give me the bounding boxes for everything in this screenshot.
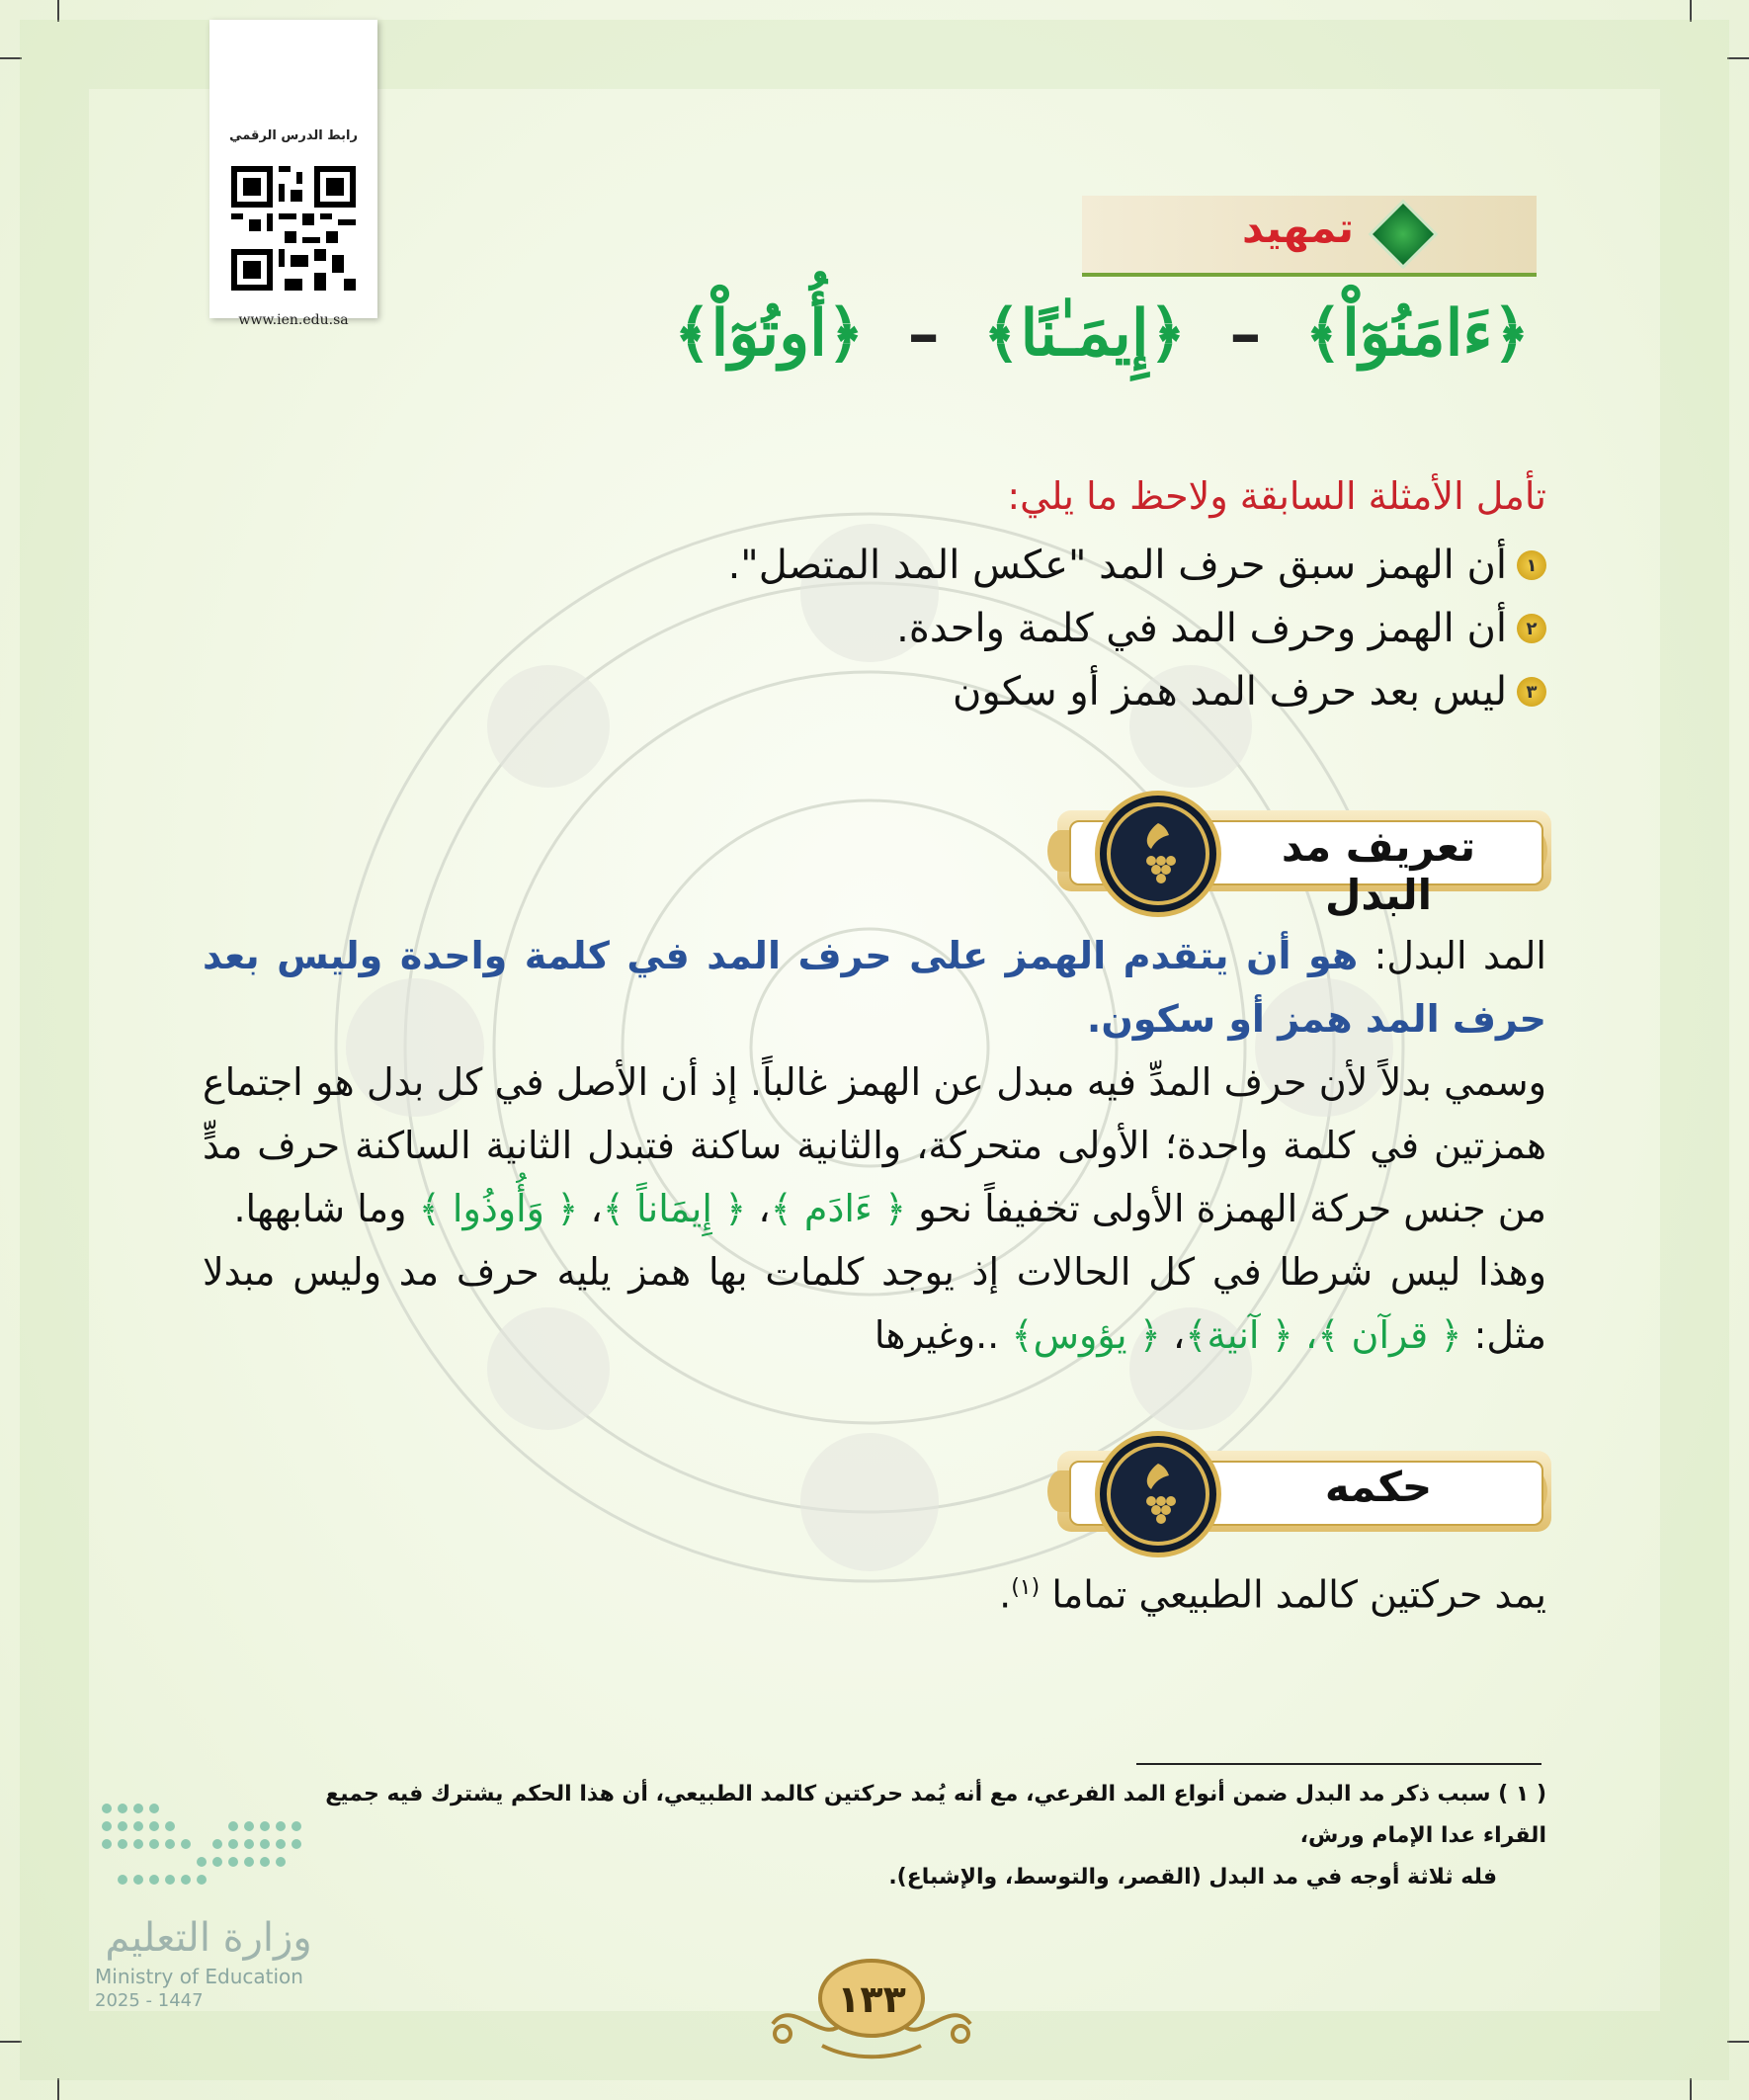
crop-mark [57,2078,59,2100]
crop-mark [1727,2041,1749,2043]
quran-example: ﴿ يؤوس﴾ [1011,1313,1161,1357]
footnote-ref[interactable]: (١) [1011,1575,1041,1600]
separator: – [1229,296,1262,371]
ruling-body: يمد حركتين كالمد الطبيعي تماما $^{(١)}$. [999,1572,1546,1617]
number-badge: ٣ [1517,677,1546,707]
explanation-paragraph: وسمي بدلاً لأن حرف المدِّ فيه مبدل عن الهمز غالباً. إذ أن الأصل في كل بدل هو اجتماع همزتين في كلمة واحدة؛ الأولى متحركة، والثانية ساكنة فتبدل الثانية الساكنة حرف مدٍّ من جنس حركة الهمزة الأولى تخفيفاً نحو ﴿ ءَادَم ﴾، ﴿ إِيمَاناً ﴾، ﴿ وَأُوذُوا ﴾ وما شابهها. [203,1060,1546,1230]
crop-mark [1690,0,1692,22]
ministry-year: 2025 - 1447 [95,1990,204,2011]
definition-title: تعريف مد البدل [1281,822,1476,919]
list-item [459,534,1546,597]
list-item [459,660,1546,723]
quran-example: ﴿ آنية﴾ [1185,1313,1293,1357]
grape-medal-icon [1095,791,1221,917]
ruling-header [1047,1431,1561,1548]
quran-example: ﴿ إِيمَاناً ﴾ [602,1187,747,1230]
crop-mark [0,57,22,59]
number-badge: ١ [1517,550,1546,580]
list-item-text: أن الهمز سبق حرف المد "عكس المد المتصل". [727,543,1507,588]
quran-example: ﴿ قرآن ﴾، [1304,1313,1462,1357]
grape-medal-icon [1095,1431,1221,1557]
footnote-line: ( ١ ) سبب ذكر مد البدل ضمن أنواع المد الفرعي، مع أنه يُمد حركتين كالمد الطبيعي، أن هذا الحكم يشترك فيه جميع القراء عدا الإمام ورش، [325,1782,1546,1848]
qr-card[interactable] [209,20,377,328]
footnote-line: فله ثلاثة أوجه في مد البدل (القصر، والتوسط، والإشباع). [888,1865,1497,1890]
list-item [459,597,1546,660]
definition-text: هو أن يتقدم الهمز على حرف المد في كلمة واحدة وليس بعد حرف المد همز أو سكون. [203,934,1546,1041]
separator: – [907,296,940,371]
verse-word: ﴿أُوتُوٓاْ﴾ [674,296,865,371]
verse-word: ﴿إِيمَـٰنًا﴾ [982,296,1187,371]
ministry-name-ar: وزارة التعليم [105,1915,312,1961]
footnote-divider [1136,1763,1541,1765]
qr-url[interactable]: www.ien.edu.sa [238,312,349,328]
example-verses [553,296,1650,405]
diamond-icon [1369,200,1439,270]
number-badge: ٢ [1517,614,1546,643]
definition-header [1047,791,1561,919]
definition-paragraph [203,924,1546,1050]
crop-mark [1727,57,1749,59]
explanation-text: وسمي بدلاً لأن حرف المدِّ فيه مبدل عن الهمز غالباً. إذ أن الأصل في كل بدل هو اجتماع همزتين في كلمة واحدة؛ الأولى متحركة، والثانية ساكنة فتبدل الثانية الساكنة حرف مدٍّ من جنس حركة الهمزة الأولى تخفيفاً نحو [203,1060,1546,1230]
crop-mark [1690,2078,1692,2100]
definition-body [203,924,1546,1367]
verse-word: ﴿ءَامَنُوٓاْ﴾ [1304,296,1530,371]
list-item-text: أن الهمز وحرف المد في كلمة واحدة. [896,606,1507,651]
ruling-text: يمد حركتين كالمد الطبيعي تماما [1051,1572,1546,1617]
page-number: ١٣٣ [837,1977,906,2021]
tamheed-title: تمهيد [1241,204,1354,252]
exception-paragraph: وهذا ليس شرطا في كل الحالات إذ يوجد كلمات بها همز يليه حرف مد وليس مبدلا مثل: ﴿ قرآن ﴾، ﴿ آنية﴾، ﴿ يؤوس﴾ ..وغيرها [203,1250,1546,1357]
crop-mark [0,2041,22,2043]
ministry-logo [95,1779,322,2011]
definition-label: المد البدل: [1374,934,1546,977]
ministry-dots-icon [95,1779,322,1907]
quran-example: ﴿ وَأُوذُوا ﴾ [418,1187,579,1230]
observation-list [459,534,1546,723]
explanation-tail: وما شابهها. [233,1187,407,1230]
page-number-ornament [763,1937,980,2065]
exception-tail: ..وغيرها [874,1313,1000,1357]
qr-label: رابط الدرس الرقمي [229,128,358,143]
ruling-title: حكمه [1324,1463,1433,1511]
quran-example: ﴿ ءَادَم ﴾ [770,1187,907,1230]
crop-mark [57,0,59,22]
ministry-name-en: Ministry of Education [95,1965,303,1988]
footnote [262,1774,1546,1898]
exception-text: وهذا ليس شرطا في كل الحالات إذ يوجد كلمات بها همز يليه حرف مد وليس مبدلا مثل: [203,1250,1546,1357]
qr-code-icon[interactable] [231,166,356,291]
observe-intro: تأمل الأمثلة السابقة ولاحظ ما يلي: [1007,474,1546,518]
list-item-text: ليس بعد حرف المد همز أو سكون [952,669,1507,714]
tamheed-header [1082,196,1537,277]
